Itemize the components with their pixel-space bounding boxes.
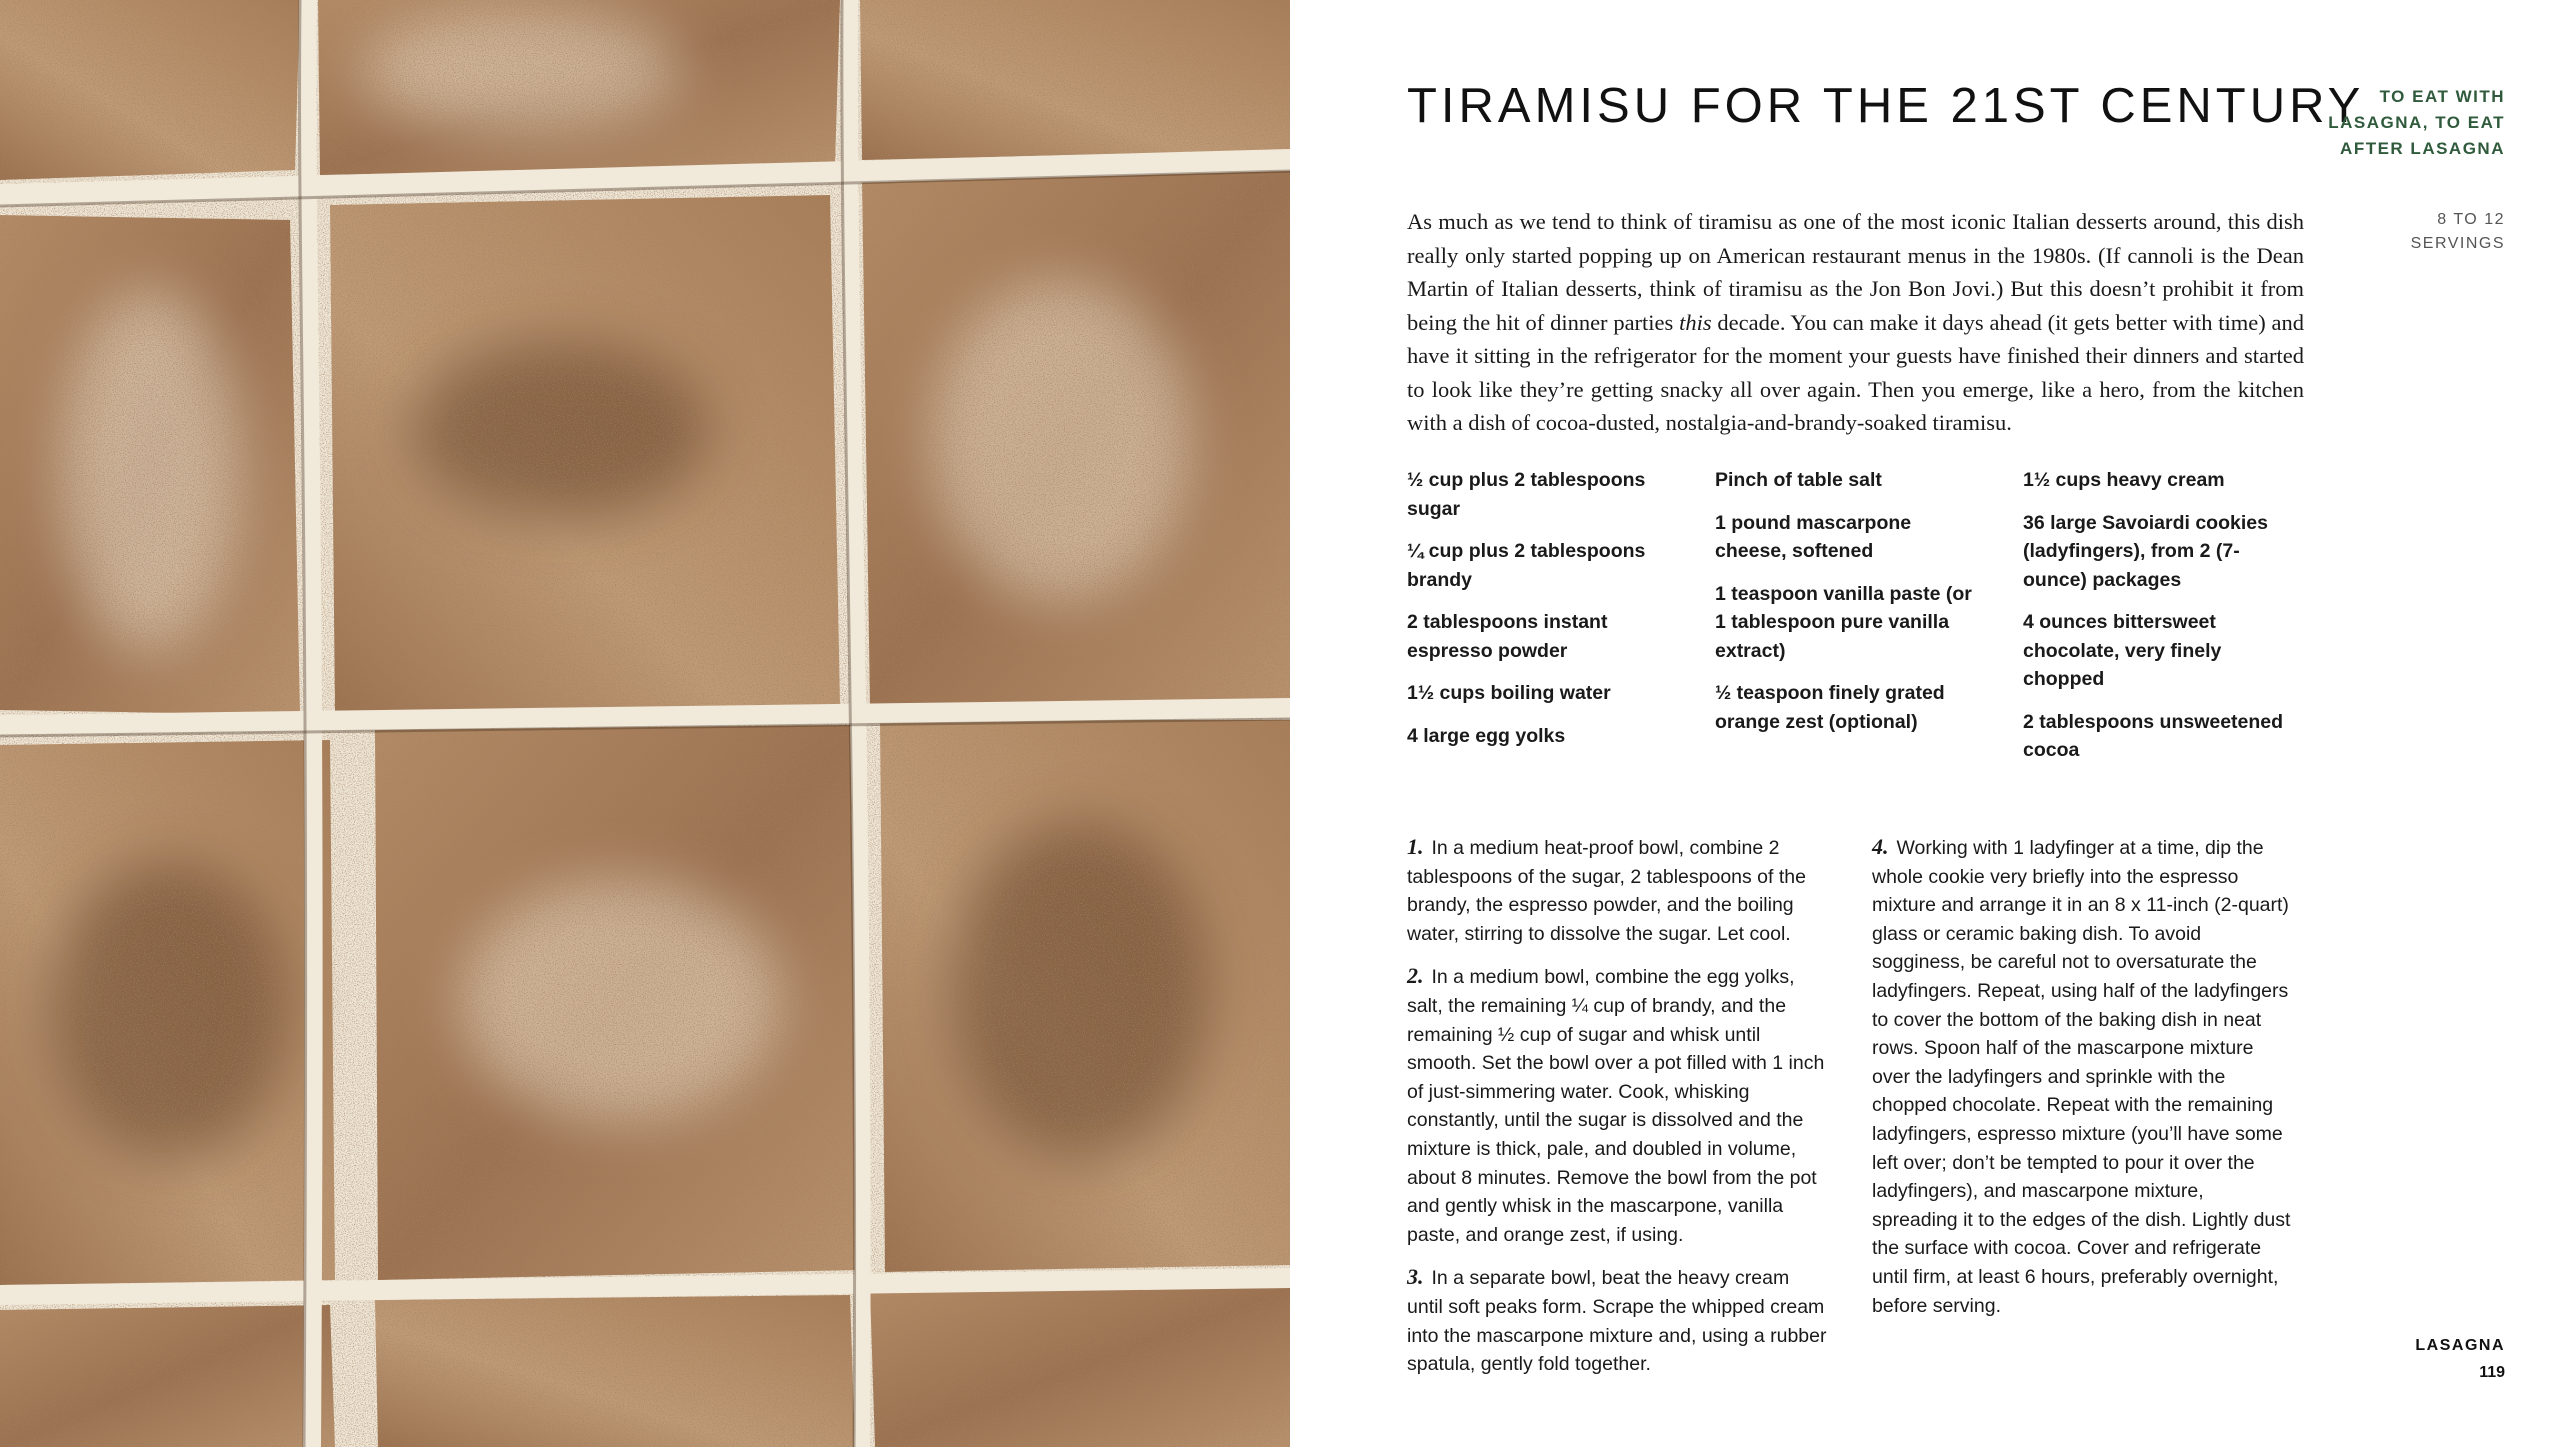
ingredient-item: 4 large egg yolks bbox=[1407, 724, 1566, 747]
ingredient-item: 4 ounces bittersweet chocolate, very finely chopped bbox=[2023, 611, 2222, 690]
method-step bbox=[1407, 1263, 1827, 1378]
method-column-1 bbox=[1407, 833, 1827, 1393]
ingredient-column-2 bbox=[1715, 466, 2023, 779]
step-text: Working with 1 ladyfinger at a time, dip the whole cookie very briefly into the espresso mixture and arrange it in an 8 x 11-inch (2-quart) glass or ceramic baking dish. To avoid sogginess, be careful not to oversaturate the ladyfingers. Repeat, using half of the ladyfingers to cover the bottom of the baking dish in neat rows. Spoon half of the mascarpone mixture over the ladyfingers and sprinkle with the chopped chocolate. Repeat with the remaining ladyfingers, espresso mixture (you’ll have some left over; don’t be tempted to pour it over the ladyfingers), and mascarpone mixture, spreading it to the edges of the dish. Lightly dust the surface with cocoa. Cover and refrigerate until firm, at least 6 hours, preferably overnight, before serving. bbox=[1872, 837, 2291, 1317]
step-number: 3. bbox=[1407, 1264, 1424, 1290]
recipe-intro bbox=[1407, 205, 2304, 440]
running-footer-section: LASAGNA bbox=[2415, 1337, 2505, 1354]
ingredient-item: 2 tablespoons unsweetened cocoa bbox=[2023, 710, 2284, 761]
ingredient-item: ¼ cup plus 2 tablespoons brandy bbox=[1407, 540, 1646, 591]
method-step bbox=[1872, 833, 2292, 1320]
ingredient-item: ½ teaspoon finely grated orange zest (optional) bbox=[1715, 682, 1945, 733]
ingredient-column-3 bbox=[2023, 466, 2303, 779]
step-number: 2. bbox=[1407, 963, 1424, 989]
method-step bbox=[1407, 962, 1827, 1249]
ingredient-item: 1½ cups heavy cream bbox=[2023, 469, 2225, 491]
step-number: 1. bbox=[1407, 834, 1424, 859]
step-text: In a medium bowl, combine the egg yolks, salt, the remaining ¼ cup of brandy, and the remaining ½ cup of sugar and whisk until smooth. Set the bowl over a pot filled with 1 inch of just-simmering water. Cook, whisking constantly, until the sugar is dissolved and the mixture is thick, pale, and doubled in volume, about 8 minutes. Remove the bowl from the pot and gently whisk in the mascarpone, vanilla paste, and orange zest, if using. bbox=[1407, 966, 1825, 1246]
method-column-2 bbox=[1872, 833, 2292, 1393]
recipe-page bbox=[1290, 0, 2560, 1447]
ingredient-item: 36 large Savoiardi cookies (ladyfingers), from 2 (7-ounce) packages bbox=[2023, 511, 2268, 591]
recipe-title: TIRAMISU FOR THE 21ST CENTURY bbox=[1407, 79, 2365, 133]
ingredient-item: 2 tablespoons instant espresso powder bbox=[1407, 611, 1608, 662]
ingredient-column-1 bbox=[1407, 466, 1715, 779]
ingredient-item: 1½ cups boiling water bbox=[1407, 682, 1611, 704]
intro-emphasis: this bbox=[1679, 309, 1712, 335]
ingredient-item: 1 pound mascarpone cheese, softened bbox=[1715, 511, 1912, 562]
method-steps bbox=[1407, 833, 2307, 1393]
ingredient-list bbox=[1407, 466, 2307, 779]
method-step bbox=[1407, 833, 1827, 948]
step-number: 4. bbox=[1872, 834, 1889, 859]
ingredient-item: Pinch of table salt bbox=[1715, 469, 1882, 491]
recipe-category: TO EAT WITH LASAGNA, TO EAT AFTER LASAGNA bbox=[2328, 87, 2505, 158]
intro-text-part1: As much as we tend to think of tiramisu as one of the most iconic Italian desserts around, this dish really only started popping up on American restaurant menus in the 1980s. (If cannoli is the Dean Martin of Italian desserts, think of tiramisu as the Jon Bon Jovi.) But this doesn’t prohibit it from being the hit of dinner parties bbox=[1407, 209, 2304, 335]
ingredient-item: ½ cup plus 2 tablespoons sugar bbox=[1407, 469, 1646, 520]
page-number: 119 bbox=[2479, 1364, 2505, 1381]
step-text: In a separate bowl, beat the heavy cream until soft peaks form. Scrape the whipped cream into the mascarpone mixture and, using a rubber spatula, gently fold together. bbox=[1407, 1267, 1827, 1376]
intro-text-part2: decade. You can make it days ahead (it gets better with time) and have it sitting in the refrigerator for the moment your guests have finished their dinners and started to look like they’re getting snacky all over again. Then you emerge, like a hero, from the kitchen with a dish of cocoa-dusted, nostalgia-and-brandy-soaked tiramisu. bbox=[1407, 309, 2304, 435]
step-text: In a medium heat-proof bowl, combine 2 tablespoons of the sugar, 2 tablespoons of the brandy, the espresso powder, and the boiling water, stirring to dissolve the sugar. Let cool. bbox=[1407, 837, 1806, 945]
ingredient-item: 1 teaspoon vanilla paste (or 1 tablespoon pure vanilla extract) bbox=[1715, 582, 1972, 662]
recipe-servings: 8 TO 12 SERVINGS bbox=[2410, 211, 2505, 252]
